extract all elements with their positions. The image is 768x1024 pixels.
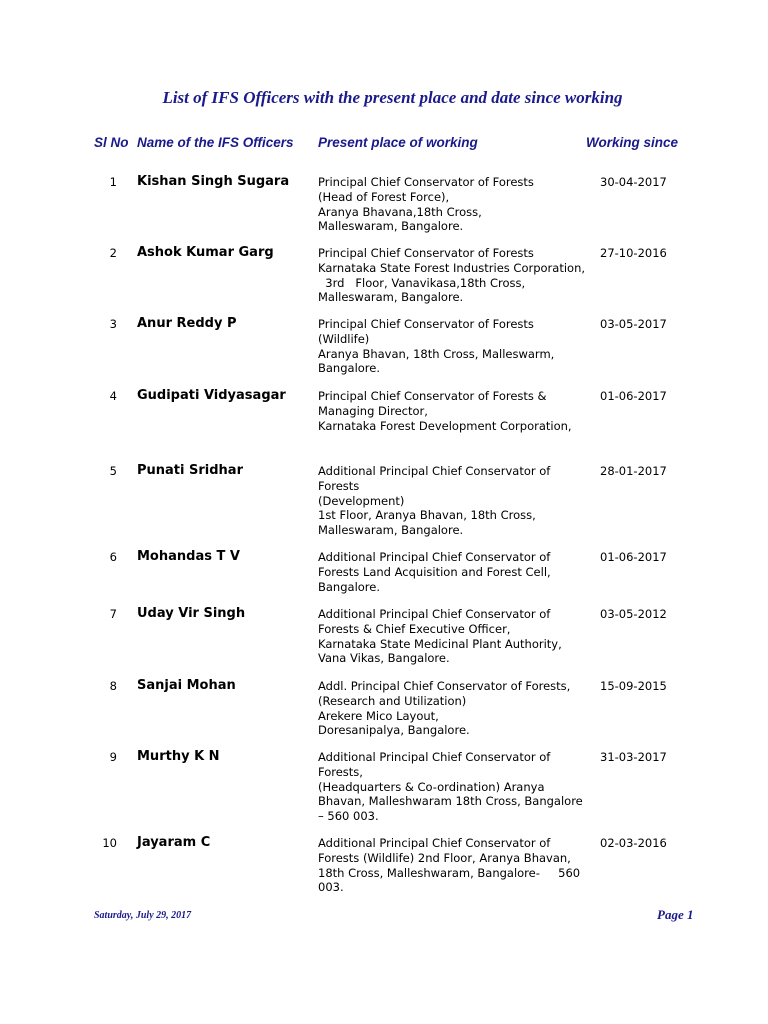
place-line: Forests (Wildlife) 2nd Floor, Aranya Bhavan, [318,850,571,865]
place-line: (Development) [318,493,405,508]
working-since-date: 01-06-2017 [600,389,667,403]
row-sl-no: 9 [109,750,117,764]
header-working-since: Working since [586,135,679,150]
working-since-date: 31-03-2017 [600,750,667,764]
place-line: 003. [318,880,344,895]
officer-name: Ashok Kumar Garg [137,245,274,260]
working-since-date: 02-03-2016 [600,836,667,850]
row-sl-no: 1 [109,175,117,189]
place-of-working [318,317,586,376]
working-since-date: 03-05-2012 [600,607,667,621]
place-of-working [318,550,586,594]
place-line: Karnataka Forest Development Corporation, [318,418,572,433]
officer-name: Sanjai Mohan [137,678,236,693]
place-line: Malleswaram, Bangalore. [318,290,464,305]
place-of-working [318,246,586,305]
working-since-date: 01-06-2017 [600,550,667,564]
header-officer-name: Name of the IFS Officers [137,135,294,150]
place-line: Karnataka State Forest Industries Corporation, [318,260,586,275]
working-since-date: 27-10-2016 [600,246,667,260]
place-line: Additional Principal Chief Conservator of [318,607,551,621]
working-since-date: 03-05-2017 [600,317,667,331]
officer-name: Jayaram C [137,835,211,850]
row-sl-no: 7 [109,607,117,621]
place-of-working [318,389,586,433]
row-sl-no: 5 [109,464,117,478]
working-since-date: 30-04-2017 [600,175,667,189]
row-sl-no: 4 [109,389,117,403]
place-line: (Research and Utilization) [318,693,467,708]
place-of-working [318,750,586,824]
place-line: Principal Chief Conservator of Forests [318,175,534,189]
place-line: Forests [318,478,360,493]
place-line: Additional Principal Chief Conservator of [318,750,551,764]
place-line: 1st Floor, Aranya Bhavan, 18th Cross, [318,508,536,523]
place-line: Forests & Chief Executive Officer, [318,621,511,636]
place-line: Arekere Mico Layout, [318,708,439,723]
place-of-working [318,679,586,738]
place-line: Forests Land Acquisition and Forest Cell, [318,564,551,579]
place-line: Addl. Principal Chief Conservator of Forests, [318,679,571,693]
place-line: Managing Director, [318,403,428,418]
place-line: 18th Cross, Malleshwaram, Bangalore- 560 [318,865,581,880]
page-number: Page 1 [657,907,694,922]
header-place-of-working: Present place of working [318,135,478,150]
place-line: Bangalore. [318,361,381,376]
place-of-working [318,464,586,538]
officer-name: Uday Vir Singh [137,606,246,621]
officer-name: Gudipati Vidyasagar [137,388,286,403]
row-sl-no: 2 [109,246,117,260]
place-line: Aranya Bhavana,18th Cross, [318,204,482,219]
place-line: (Headquarters & Co-ordination) Aranya [318,779,545,794]
place-line: Malleswaram, Bangalore. [318,523,464,538]
row-sl-no: 6 [109,550,117,564]
place-of-working [318,175,586,234]
footer-date: Saturday, July 29, 2017 [94,910,192,921]
row-sl-no: 3 [109,317,117,331]
officer-name: Kishan Singh Sugara [137,174,290,189]
place-line: Additional Principal Chief Conservator of [318,550,551,564]
place-line: Bhavan, Malleshwaram 18th Cross, Bangalore [318,794,583,809]
place-line: Forests, [318,764,363,779]
officer-name: Mohandas T V [137,549,240,564]
place-line: Bangalore. [318,579,381,594]
place-line: Principal Chief Conservator of Forests [318,246,534,260]
row-sl-no: 10 [102,836,117,850]
working-since-date: 15-09-2015 [600,679,667,693]
place-of-working [318,607,586,666]
place-line: Karnataka State Medicinal Plant Authority, [318,636,562,651]
place-line: – 560 003. [318,809,379,824]
row-sl-no: 8 [109,679,117,693]
place-line: Additional Principal Chief Conservator of [318,464,551,478]
officer-name: Anur Reddy P [137,316,237,331]
place-line: Vana Vikas, Bangalore. [318,651,450,666]
place-line: Doresanipalya, Bangalore. [318,723,470,738]
place-line: Principal Chief Conservator of Forests & [318,389,547,403]
officer-name: Murthy K N [137,749,220,764]
place-of-working [318,836,586,895]
place-line: 3rd Floor, Vanavikasa,18th Cross, [318,275,526,290]
officer-name: Punati Sridhar [137,463,243,478]
header-sl-no: Sl No [94,135,129,150]
place-line: Additional Principal Chief Conservator of [318,836,551,850]
place-line: Principal Chief Conservator of Forests [318,317,534,331]
working-since-date: 28-01-2017 [600,464,667,478]
place-line: Aranya Bhavan, 18th Cross, Malleswarm, [318,346,555,361]
page-title: List of IFS Officers with the present place and date since working [162,88,623,107]
place-line: (Wildlife) [318,331,370,346]
place-line: Malleswaram, Bangalore. [318,219,464,234]
place-line: (Head of Forest Force), [318,189,450,204]
